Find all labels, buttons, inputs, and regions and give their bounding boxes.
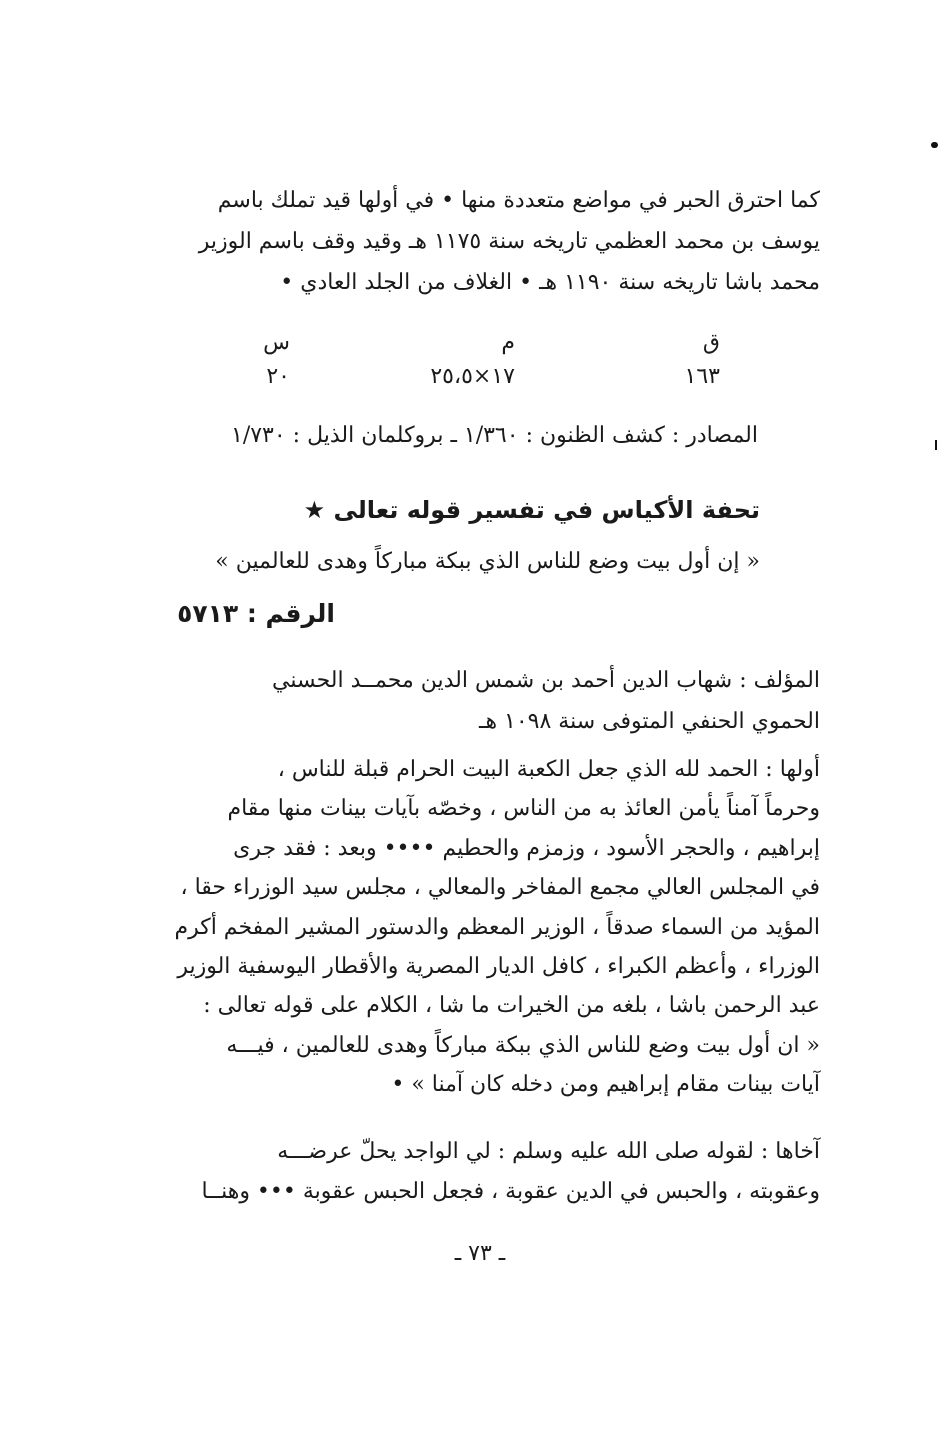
previous-entry-notes <box>158 180 820 303</box>
author-line: الحموي الحنفي المتوفى سنة ١٠٩٨ هـ <box>479 709 820 734</box>
opening-line: المؤيد من السماء صدقاً ، الوزير المعظم والدستور المشير المفخم أكرم <box>174 914 820 940</box>
margin-mark <box>931 142 938 148</box>
page-number: ـ ٧٣ ـ <box>454 1241 506 1266</box>
dimensions-value-row <box>240 364 740 398</box>
entry-title: تحفة الأكياس في تفسير قوله تعالى ★ <box>303 496 760 524</box>
notes-line: يوسف بن محمد العظمي تاريخه سنة ١١٧٥ هـ وقيد وقف باسم الوزير <box>198 229 820 254</box>
opening-line: « ان أول بيت وضع للناس الذي ببكة مباركاً وهدى للعالمين ، فيـــه <box>226 1032 820 1058</box>
sources-text: المصادر : كشف الظنون : ١/٣٦٠ ـ بروكلمان الذيل : ١/٧٣٠ <box>231 423 758 448</box>
leaves-header: ق <box>702 330 720 355</box>
dimensions-header-row <box>240 330 740 364</box>
opening-line: إبراهيم ، والحجر الأسود ، وزمزم والحطيم •••• وبعد : فقد جرى <box>233 835 820 861</box>
opening-line: في المجلس العالي مجمع المفاخر والمعالي ، مجلس سيد الوزراء حقا ، <box>180 875 820 901</box>
opening-line: آيات بينات مقام إبراهيم ومن دخله كان آمنا » • <box>391 1072 820 1098</box>
lines-header: س <box>263 330 290 355</box>
opening-line: الوزراء ، وأعظم الكبراء ، كافل الديار المصرية والأقطار اليوسفية الوزير <box>177 954 820 980</box>
verse-text: « إن أول بيت وضع للناس الذي ببكة مباركاً وهدى للعالمين » <box>215 549 760 574</box>
author-paragraph <box>158 660 820 742</box>
author-line: المؤلف : شهاب الدين أحمد بن شمس الدين محمــد الحسني <box>272 668 820 693</box>
entry-verse <box>200 544 760 580</box>
opening-line: وحرماً آمناً يأمن العائذ به من الناس ، وخصّه بآيات بينات منها مقام <box>227 796 820 822</box>
lines-value: ٢٠ <box>266 364 290 389</box>
margin-tick <box>935 440 937 450</box>
opening-line: أولها : الحمد لله الذي جعل الكعبة البيت الحرام قبلة للناس ، <box>277 757 820 782</box>
notes-line: كما احترق الحبر في مواضع متعددة منها • في أولها قيد تملك باسم <box>217 188 820 213</box>
opening-line: عبد الرحمن باشا ، بلغه من الخيرات ما شا ، الكلام على قوله تعالى : <box>203 993 820 1019</box>
opening-paragraph <box>158 750 820 1105</box>
ending-line: وعقوبته ، والحبس في الدين عقوبة ، فجعل الحبس عقوبة ••• وهنــا <box>201 1179 820 1204</box>
size-header: م <box>501 330 515 355</box>
notes-line: محمد باشا تاريخه سنة ١١٩٠ هـ • الغلاف من الجلد العادي • <box>280 270 820 295</box>
sources-line <box>158 418 758 454</box>
size-value: ١٧×٢٥،٥ <box>430 364 515 389</box>
ending-paragraph <box>158 1132 820 1212</box>
ending-line: آخاها : لقوله صلى الله عليه وسلم : لي الواجد يحلّ عرضـــه <box>277 1139 820 1164</box>
leaves-value: ١٦٣ <box>684 364 720 389</box>
entry-number: الرقم : ٥٧١٣ <box>177 599 335 628</box>
